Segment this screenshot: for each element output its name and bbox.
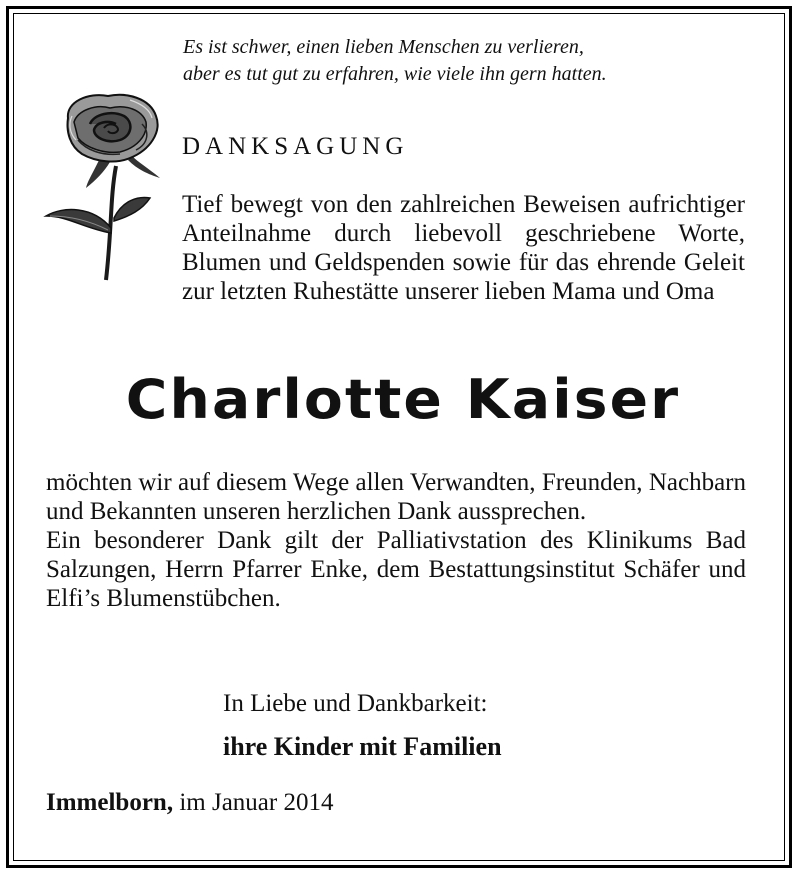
deceased-name: Charlotte Kaiser <box>125 368 681 431</box>
place-date-text: im Januar 2014 <box>179 789 334 816</box>
thanks-paragraph: Ein besonderer Dank gilt der Palliativstation des Klinikums Bad Salzungen, Herrn Pfarrer Enke, dem Bestattungsinstitut Schäfer und Elfi’s Blumenstübchen. <box>46 527 746 612</box>
place-town: Immelborn, <box>46 789 174 816</box>
thanks-paragraph: möchten wir auf diesem Wege allen Verwandten, Freunden, Nachbarn und Bekannten unseren herzlichen Dank aussprechen. <box>46 469 746 525</box>
notice-heading: DANKSAGUNG <box>182 133 409 160</box>
intro-paragraph: Tief bewegt von den zahlreichen Beweisen aufrichtiger Anteilnahme durch liebevoll geschriebene Worte, Blumen und Geldspenden sowie für das ehrende Geleit zur letzten Ruhestätte unserer lieben Mama und Oma <box>182 191 745 305</box>
place-date <box>46 789 333 817</box>
motto-line: Es ist schwer, einen lieben Menschen zu verlieren, <box>183 36 584 58</box>
rose-icon <box>38 88 168 288</box>
closing-line: In Liebe und Dankbarkeit: <box>223 690 488 717</box>
motto-line: aber es tut gut zu erfahren, wie viele ihn gern hatten. <box>183 63 607 85</box>
thanks-text <box>46 468 746 613</box>
signature: ihre Kinder mit Familien <box>223 732 502 761</box>
motto <box>183 34 743 88</box>
